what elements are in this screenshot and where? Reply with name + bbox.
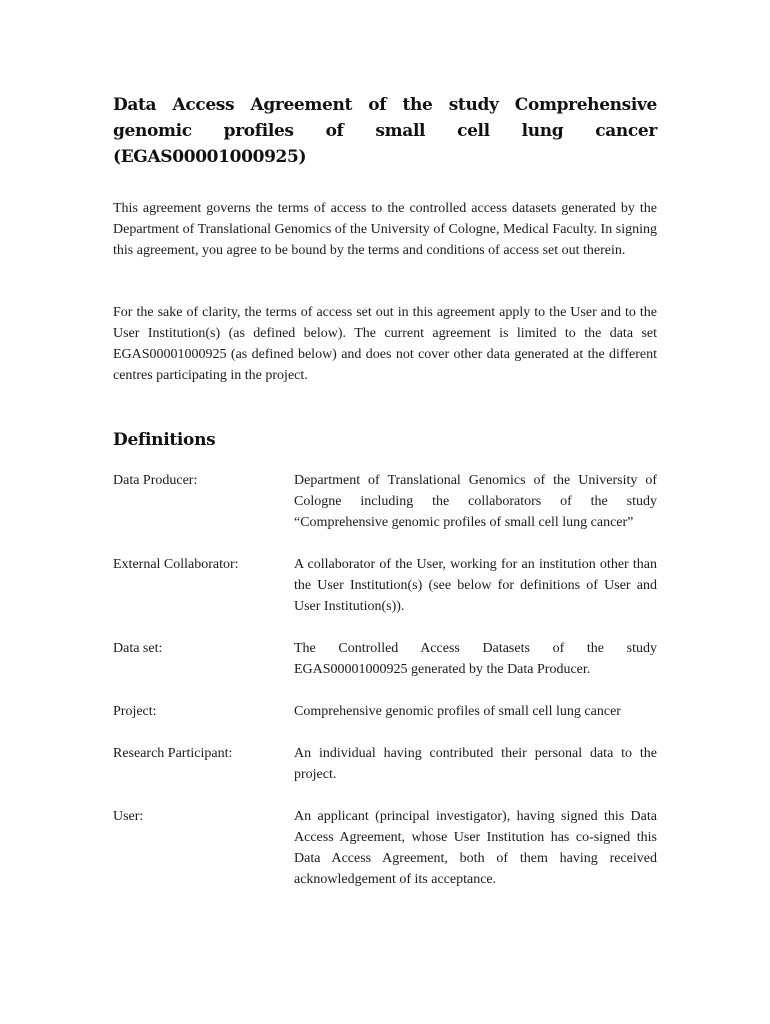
definition-row-research-participant xyxy=(113,743,657,785)
definition-term: External Collaborator: xyxy=(113,557,239,572)
definitions-heading: Definitions xyxy=(113,430,216,450)
definition-term: Data Producer: xyxy=(113,473,198,488)
definition-description: The Controlled Access Datasets of the study EGAS00001000925 generated by the Data Producer. xyxy=(294,641,657,677)
definition-term: Research Participant: xyxy=(113,746,233,761)
definition-description: A collaborator of the User, working for an institution other than the User Institution(s) (see below for definitions of User and User Institution(s)). xyxy=(294,557,657,614)
definition-term: Data set: xyxy=(113,641,163,656)
intro-paragraph: This agreement governs the terms of access to the controlled access datasets generated by the Department of Translational Genomics of the University of Cologne, Medical Faculty. In signing this agreement, you agree to be bound by the terms and conditions of access set out therein. xyxy=(113,201,657,258)
document-title: Data Access Agreement of the study Comprehensive genomic profiles of small cell lung cancer (EGAS00001000925) xyxy=(113,95,657,167)
definition-description: An individual having contributed their personal data to the project. xyxy=(294,746,657,782)
definition-description: Department of Translational Genomics of the University of Cologne including the collaborators of the study “Comprehensive genomic profiles of small cell lung cancer” xyxy=(294,473,657,530)
definition-term: User: xyxy=(113,809,144,824)
definitions-list xyxy=(113,470,657,890)
definition-row-user xyxy=(113,806,657,890)
definition-description: An applicant (principal investigator), having signed this Data Access Agreement, whose User Institution has co-signed this Data Access Agreement, both of them having received acknowledgement of its acceptance. xyxy=(294,809,657,887)
definition-row-project xyxy=(113,701,657,722)
definition-row-external-collaborator xyxy=(113,554,657,617)
clarity-paragraph: For the sake of clarity, the terms of access set out in this agreement apply to the User and to the User Institution(s) (as defined below). The current agreement is limited to the data set EGAS00001000925 (as defined below) and does not cover other data generated at the different centres participating in the project. xyxy=(113,305,657,383)
definition-description: Comprehensive genomic profiles of small cell lung cancer xyxy=(294,704,621,719)
definition-row-data-producer xyxy=(113,470,657,533)
document-page xyxy=(113,92,657,890)
definition-row-data-set xyxy=(113,638,657,680)
definition-term: Project: xyxy=(113,704,157,719)
